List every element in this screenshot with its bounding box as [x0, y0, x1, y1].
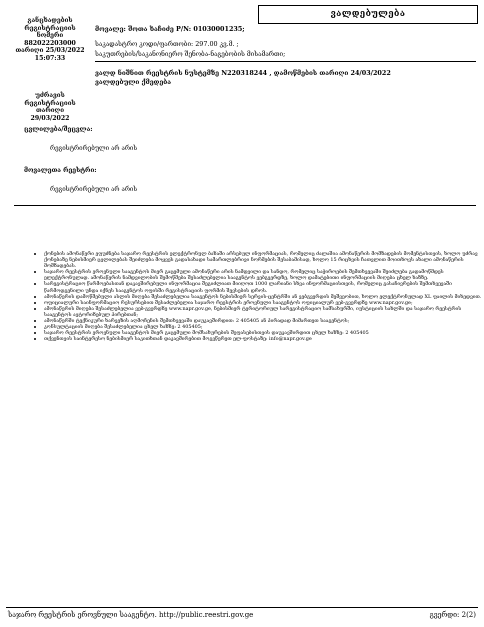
footer-divider: [6, 607, 478, 608]
note-item: • საჯარო რეესტრის ეროვნული სააგენტოს მიერ გაცემული ამონაწერი არის ნამდვილი და სანდო, რომელიც საჭიროების შემთხვევაში შეიძლება გადამოწმდეს ელექტრონულად. ამონაწერის ნამდვილობის შემოწმება შესაძლებელია სააგენტოს ვებგვერდზე, ხოლო დამატებითი ინფორმაციის მიღება ცხელ ხაზზე.: [44, 269, 484, 281]
registration-line: ვალდ ნიშნით რეესტრის ნუსტემზე N220318244 , დამოწმების თარიღი 24/03/2022: [95, 69, 391, 77]
note-item: • ქონების ამონაწერი ეფუძნება საჯარო რეესტრის ელექტრონულ ბაზაში არსებულ ინფორმაციას, რომელიც ძალაშია ამონაწერის მომზადების მომენტისთვის, ხოლო უძრავ ქონებაზე ნებისმიერ ცვლილებას შეიძლება მოყვეს გადასახადი სამართლებრივი ნორმების შესაბამისად, ხოლო 15 რიცხვის ჩათვლით მოითხოვს ახალი ამონაწერის მომზადებას.: [44, 251, 484, 269]
section-value-debtors: რეგისტრირებული არ არის: [50, 186, 138, 193]
registration-label-2: რეგისტრაციის თარიღი: [24, 99, 76, 115]
application-date: თარიღი 25/03/2022: [15, 47, 85, 55]
application-number: 882022203000: [24, 39, 76, 47]
page-number: გვერდი: 2(2): [429, 611, 476, 619]
separator: [95, 61, 476, 62]
notes-list: [32, 251, 484, 342]
section-divider: [14, 205, 476, 206]
note-item: • ამონაწერში ტექნიკური ხარვეზის აღმოჩენის შემთხვევაში დაუკავშირდით: 2 405405 ან პირადად მიმართეთ სააგენტოს;: [44, 318, 484, 324]
owner-line: მოვალე: შოთა ხაჩიძე P/N: 01030001235;: [95, 25, 245, 33]
section-value-changes: რეგისტრირებული არ არის: [50, 145, 138, 152]
address-line: საკუთრების/საკანონიერო შენობა-ნაგებობის მისამართი;: [95, 50, 286, 58]
note-item: • ამონაწერის მიღება შესაძლებელია ვებ-გვერდზე www.napr.gov.ge, ნებისმიერ ტერიტორიულ სარეგისტრაციო სამსახურში, იუსტიციის სახლში და საჯარო რეესტრის სააგენტოს ავტორიზებულ პირებთან;: [44, 306, 484, 318]
document-title: ვალდებულება: [258, 5, 478, 24]
note-item: • ამონაწერის დამოწმებული ასლის მიღება შესაძლებელია სააგენტოს ნებისმიერ სერვის-ცენტრში ან ვებგვერდის მეშვეობით, ხოლო ელექტრონულად XL ფაილის მიხედვით.: [44, 294, 484, 300]
section-label-debtors: მოვალეთა რეესტრი:: [24, 167, 97, 174]
note-item: • კონსულტაციის მიღება შესაძლებელია ცხელ ხაზზე: 2 405405;: [44, 324, 484, 330]
registration-info: [14, 92, 86, 122]
section-label-changes: ცვლილება/შეცვლა:: [24, 126, 93, 133]
application-label-1: განცხადების: [27, 17, 73, 24]
application-info: [14, 17, 86, 63]
registration-line-2: ვალდებული ქმედება: [95, 78, 172, 86]
note-item: • თქვენთვის საინტერესო ნებისმიერ საკითხთან დაკავშირებით მოგვწერეთ ელ-ფოსტაზე: info@napr.gov.ge: [44, 336, 484, 342]
area-line: საკადასტრო კოდი/ფართობი: 297.00 კვ.მ. ;: [95, 40, 239, 48]
registration-date: 29/03/2022: [30, 114, 70, 122]
registration-label-1: უძრავის: [35, 92, 65, 99]
note-item: • საჯარო რეესტრის ეროვნული სააგენტოს მიერ გაცემული მომსახურების შეფასებისთვის დაუკავშირდით ცხელ ხაზზე: 2 405405: [44, 330, 484, 336]
application-label-2: რეგისტრაციის: [24, 24, 76, 32]
note-item: • ოფიციალური საინფორმაციო რესურსებით შესაძლებელია საჯარო რეესტრის ეროვნული სააგენტოს ოფიციალურ ვებ-გვერდზე www.napr.gov.ge;: [44, 300, 484, 306]
application-label-3: ნომერი: [36, 32, 64, 40]
application-time: 15:07:33: [34, 54, 66, 62]
note-item: • სარეგისტრაციო წარმოებასთან დაკავშირებული ინფორმაცია შეგიძლიათ მიიღოთ 1000 ლარიანი სხვა ინფორმაციისთვის, რომელიც გასაჩივრების შემთხვევაში წარმოდგენილი უნდა იქნეს სააგენტოს ოფისში რეგისტრაციის ფორმის შევსების დროს.: [44, 281, 484, 293]
footer-source: საჯარო რეესტრის ეროვნული სააგენტო. http://public.reestri.gov.ge: [8, 611, 254, 619]
